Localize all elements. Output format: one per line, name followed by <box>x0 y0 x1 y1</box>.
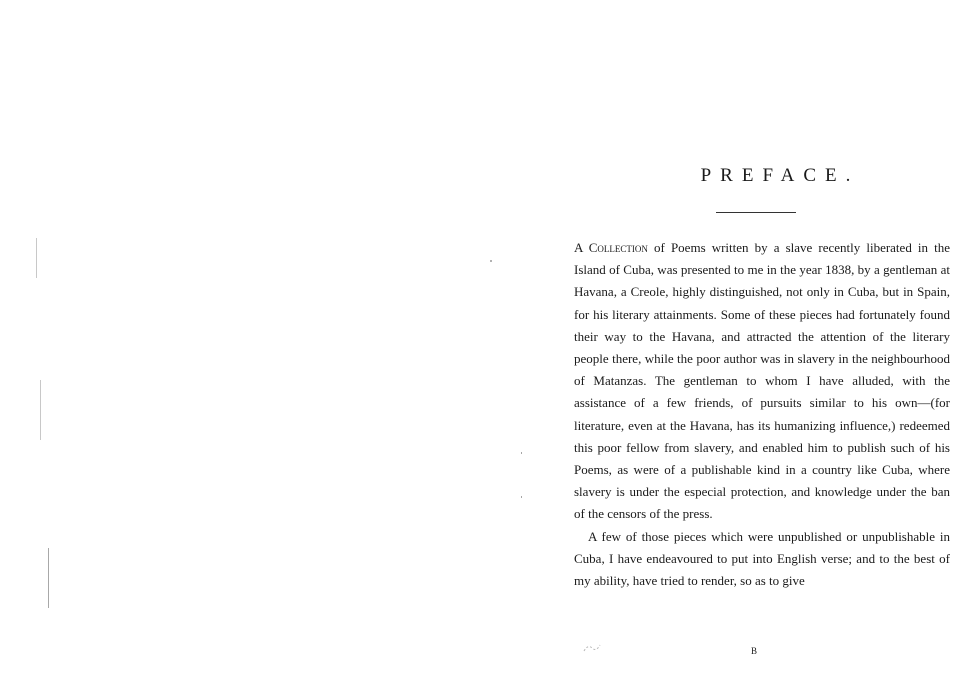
paper-speck <box>521 496 522 498</box>
paragraph-2: A few of those pieces which were unpublished or unpublishable in Cuba, I have endeavoured to put into English verse; and to the best of my ability, have tried to render, so as to give <box>574 528 950 589</box>
preface-heading: PREFACE. <box>700 165 860 186</box>
show-through-mark <box>40 380 41 440</box>
paragraph-1-text: of Poems written by a slave recently liberated in the Island of Cuba, was presented to me in the year 1838, by a gentleman at Havana, a Creole, highly distinguished, not only in Cuba, but in Spain, for his literary attainments. Some of these pieces had fortunately found their way to the Havana, and attracted the attention of the literary people there, while the poor author was in slavery in the neighbourhood of Matanzas. The gentleman to whom I have alluded, with the assistance of a few friends, of pursuits similar to his own—(for literature, even at the Havana, has its humanizing influence,) redeemed this poor fellow from slavery, and enabled him to publish such of his Poems, as were of a publishable kind in a country like Cuba, where slavery is under the especial protection, and knowledge under the ban of the censors of the press. <box>574 240 950 522</box>
paragraph-1 <box>574 237 950 526</box>
right-page <box>560 0 980 689</box>
ink-smudge-icon <box>582 640 604 654</box>
signature-mark: B <box>751 646 759 656</box>
preface-body <box>574 237 950 592</box>
paper-speck <box>490 260 492 262</box>
paragraph-1-lead: A Collection <box>574 240 648 255</box>
show-through-mark <box>48 548 49 608</box>
show-through-mark <box>36 238 37 278</box>
heading-rule <box>716 212 796 213</box>
paper-speck <box>521 452 522 454</box>
